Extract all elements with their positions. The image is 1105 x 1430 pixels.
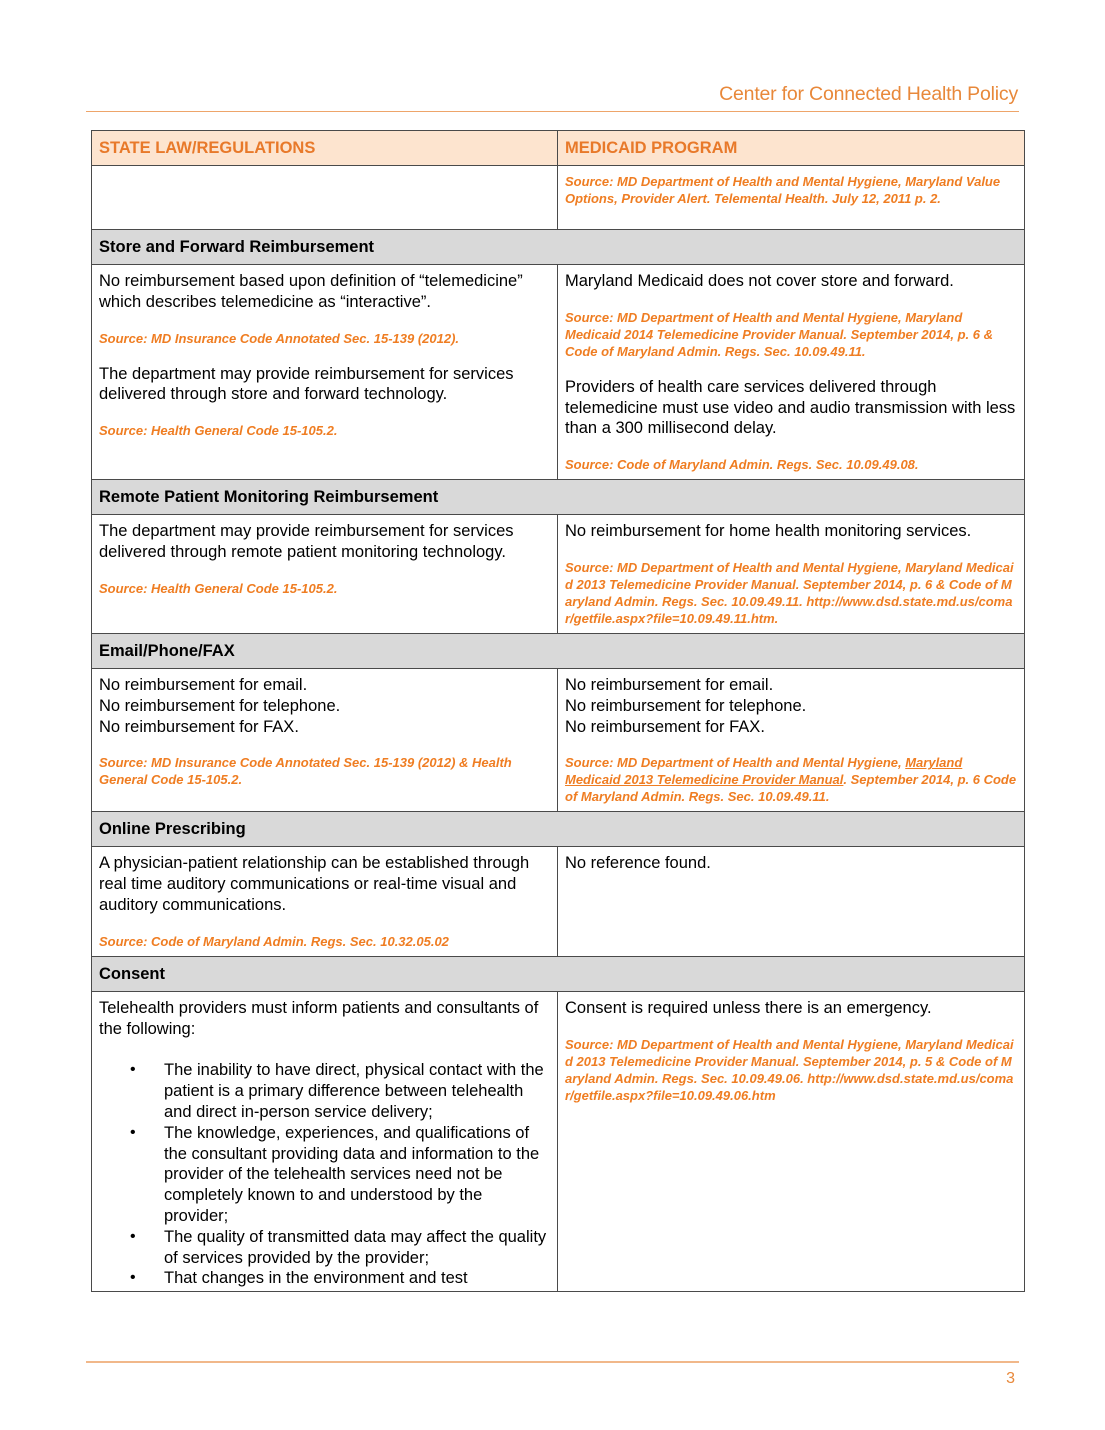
- medicaid-cell: [558, 991, 1025, 1291]
- source-citation: Source: MD Insurance Code Annotated Sec. 15-139 (2012).: [99, 330, 460, 346]
- state-text: No reimbursement for email.: [99, 675, 308, 694]
- state-cell: [92, 166, 558, 230]
- section-title-online-prescribing: Online Prescribing: [92, 812, 1025, 847]
- state-cell: [92, 265, 558, 480]
- section-header-row: [92, 633, 1025, 668]
- source-citation: Source: Code of Maryland Admin. Regs. Sec. 10.32.05.02: [99, 933, 449, 949]
- medicaid-cell: [558, 166, 1025, 230]
- section-header-row: [92, 956, 1025, 991]
- source-suffix: . September 2014, p. 6 Code of Maryland Admin. Regs. Sec. 10.09.49.11.: [565, 772, 1017, 805]
- medicaid-cell: [558, 515, 1025, 634]
- source-citation: [565, 754, 1017, 805]
- list-item: • The inability to have direct, physical contact with the patient is a primary difference between telehealth and direct in-person service delivery;: [99, 1060, 550, 1122]
- column-header-medicaid: MEDICAID PROGRAM: [558, 131, 1025, 166]
- column-header-state: STATE LAW/REGULATIONS: [92, 131, 558, 166]
- list-item: • The knowledge, experiences, and qualifications of the consultant providing data and information to the provider of the telehealth services need not be completely known to and understood by the provider;: [99, 1123, 550, 1227]
- section-title-remote-patient-monitoring: Remote Patient Monitoring Reimbursement: [92, 480, 1025, 515]
- list-item: • That changes in the environment and test: [99, 1268, 550, 1289]
- column-header-row: [92, 131, 1025, 166]
- page-number: 3: [1006, 1370, 1015, 1387]
- state-text: No reimbursement for telephone.: [99, 696, 341, 715]
- table-row: [92, 991, 1025, 1291]
- state-text: A physician-patient relationship can be established through real time auditory communications or real-time visual and auditory communications.: [99, 854, 530, 914]
- source-citation: Source: MD Department of Health and Mental Hygiene, Maryland Medicaid 2013 Telemedicine Provider Manual. September 2014, p. 6 & Code of Maryland Admin. Regs. Sec. 10.09.49.11. http://www.dsd.state.md.us/comar/getfile.aspx?file=10.09.49.11.htm.: [565, 559, 1014, 626]
- state-cell: [92, 668, 558, 811]
- table-row: [92, 668, 1025, 811]
- source-citation: Source: MD Department of Health and Mental Hygiene, Maryland Value Options, Provider Alert. Telemental Health. July 12, 2011 p. 2.: [565, 174, 1001, 206]
- section-title-store-and-forward: Store and Forward Reimbursement: [92, 230, 1025, 265]
- provider-manual-link[interactable]: Maryland Medicaid 2013 Telemedicine Provider Manual: [565, 755, 963, 788]
- medicaid-text: No reimbursement for email.: [565, 675, 774, 694]
- footer-divider: [86, 1361, 1019, 1363]
- table-row: [92, 847, 1025, 956]
- list-item: • The quality of transmitted data may affect the quality of services provided by the provider;: [99, 1227, 550, 1269]
- state-text: Telehealth providers must inform patients and consultants of the following:: [99, 998, 539, 1038]
- state-text: The department may provide reimbursement for services delivered through remote patient monitoring technology.: [99, 522, 514, 561]
- source-citation: Source: Health General Code 15-105.2.: [99, 423, 338, 439]
- medicaid-text: No reimbursement for FAX.: [565, 717, 765, 736]
- medicaid-text: No reference found.: [565, 854, 711, 873]
- medicaid-cell: [558, 668, 1025, 811]
- section-header-row: [92, 230, 1025, 265]
- source-citation: Source: MD Department of Health and Mental Hygiene, Maryland Medicaid 2014 Telemedicine Provider Manual. September 2014, p. 6 & Code of Maryland Admin. Regs. Sec. 10.09.49.11.: [565, 309, 993, 359]
- state-cell: [92, 847, 558, 956]
- table-row: [92, 166, 1025, 230]
- section-header-row: [92, 480, 1025, 515]
- source-citation: Source: Code of Maryland Admin. Regs. Sec. 10.09.49.08.: [565, 457, 919, 473]
- state-text: No reimbursement for FAX.: [99, 717, 299, 736]
- medicaid-cell: [558, 265, 1025, 480]
- medicaid-text: Consent is required unless there is an emergency.: [565, 998, 932, 1017]
- medicaid-cell: [558, 847, 1025, 956]
- medicaid-text: Providers of health care services delivered through telemedicine must use video and audio transmission with less than a 300 millisecond delay.: [565, 377, 1016, 438]
- consent-requirements-list: [99, 1060, 550, 1289]
- section-title-email-phone-fax: Email/Phone/FAX: [92, 633, 1025, 668]
- header-divider: [86, 111, 1019, 112]
- state-cell: [92, 515, 558, 634]
- state-text: No reimbursement based upon definition of “telemedicine” which describes telemedicine as “interactive”.: [99, 272, 523, 311]
- medicaid-text: No reimbursement for telephone.: [565, 696, 807, 715]
- source-citation: Source: Health General Code 15-105.2.: [99, 580, 338, 596]
- table-row: [92, 515, 1025, 634]
- header-title: Center for Connected Health Policy: [719, 83, 1018, 105]
- source-prefix: Source: MD Department of Health and Mental Hygiene,: [565, 755, 906, 771]
- table-row: [92, 265, 1025, 480]
- state-text: The department may provide reimbursement for services delivered through store and forward technology.: [99, 364, 514, 404]
- section-title-consent: Consent: [92, 956, 1025, 991]
- policy-table: [91, 130, 1025, 1292]
- medicaid-text: Maryland Medicaid does not cover store and forward.: [565, 272, 954, 290]
- section-header-row: [92, 812, 1025, 847]
- source-citation: Source: MD Department of Health and Mental Hygiene, Maryland Medicaid 2013 Telemedicine Provider Manual. September 2014, p. 5 & Code of Maryland Admin. Regs. Sec. 10.09.49.06. http://www.dsd.state.md.us/comar/getfile.aspx?file=10.09.49.06.htm: [565, 1036, 1014, 1103]
- source-citation: Source: MD Insurance Code Annotated Sec. 15-139 (2012) & Health General Code 15-105.2.: [99, 755, 512, 788]
- medicaid-text: No reimbursement for home health monitoring services.: [565, 522, 972, 541]
- state-cell: [92, 991, 558, 1291]
